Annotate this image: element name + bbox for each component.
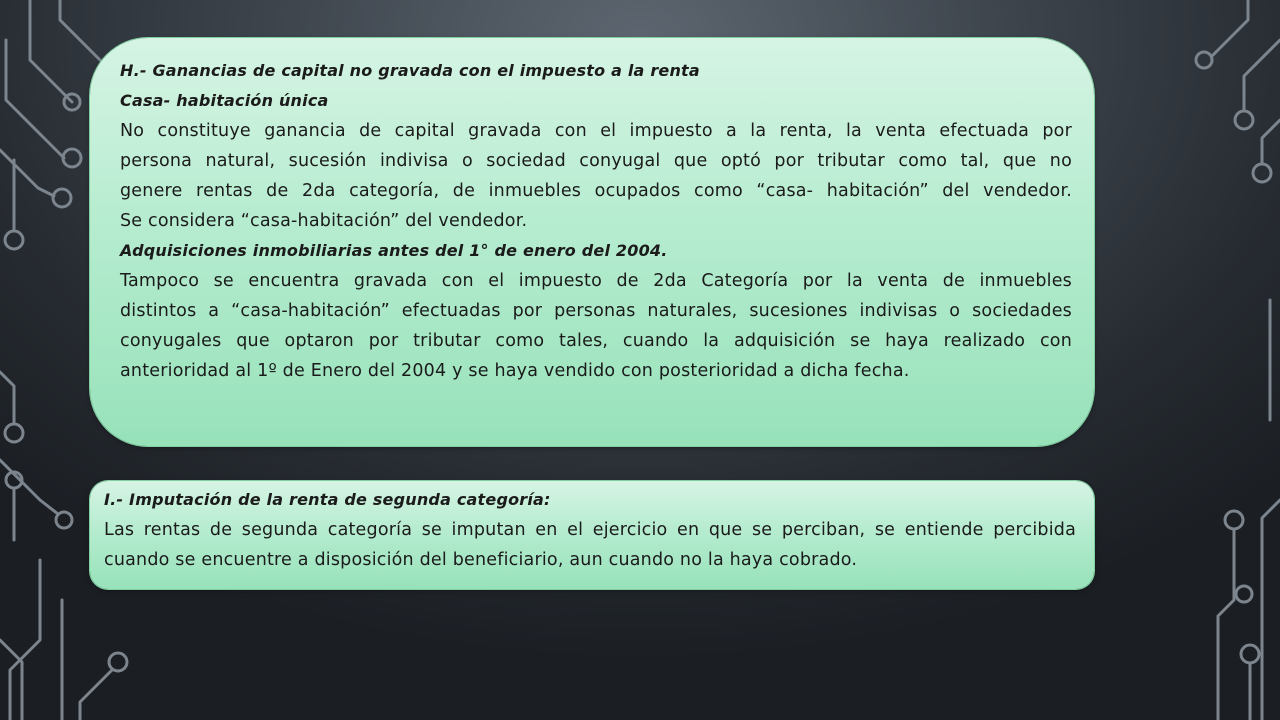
paragraph-line: genere rentas de 2da categoría, de inmuebles ocupados como “casa- habitación” del vendedor.: [120, 181, 1072, 201]
circuit-node: [1196, 52, 1212, 68]
circuit-node: [1225, 511, 1243, 529]
circuit-trace: [1262, 500, 1280, 720]
circuit-node: [56, 512, 72, 528]
circuit-trace: [30, 0, 72, 102]
section-h-subtitle-1: Casa- habitación única: [120, 91, 329, 110]
paragraph-line: anterioridad al 1º de Enero del 2004 y se haya vendido con posterioridad a dicha fecha.: [120, 361, 910, 381]
paragraph-line: Tampoco se encuentra gravada con el impuesto de 2da Categoría por la venta de inmuebles: [120, 271, 1072, 291]
paragraph-line: persona natural, sucesión indivisa o sociedad conyugal que optó por tributar como tal, que no: [120, 151, 1072, 171]
circuit-node: [5, 424, 23, 442]
paragraph-line: distintos a “casa-habitación” efectuadas por personas naturales, sucesiones indivisas o sociedades: [120, 301, 1072, 321]
circuit-trace: [6, 40, 64, 158]
circuit-trace: [10, 560, 40, 720]
circuit-trace: [1212, 0, 1248, 56]
circuit-trace: [80, 670, 112, 720]
circuit-trace: [0, 372, 14, 424]
section-h-box: [90, 38, 1094, 446]
paragraph-line: cuando se encuentre a disposición del beneficiario, aun cuando no la haya cobrado.: [104, 550, 858, 570]
circuit-node: [1236, 586, 1252, 602]
circuit-node: [53, 189, 71, 207]
circuit-trace: [0, 150, 54, 196]
section-h-subtitle-2: Adquisiciones inmobiliarias antes del 1° de enero del 2004.: [120, 241, 668, 260]
circuit-trace: [1262, 120, 1280, 164]
circuit-node: [1253, 164, 1271, 182]
circuit-node: [5, 231, 23, 249]
section-i-box: [90, 481, 1094, 589]
circuit-node: [109, 653, 127, 671]
section-i-title: I.- Imputación de la renta de segunda categoría:: [104, 490, 551, 509]
circuit-trace: [1244, 40, 1280, 110]
paragraph-line: No constituye ganancia de capital gravada con el impuesto a la renta, la venta efectuada por: [120, 121, 1072, 141]
paragraph-line: conyugales que optaron por tributar como tales, cuando la adquisición se haya realizado con: [120, 331, 1072, 351]
section-h-title: H.- Ganancias de capital no gravada con el impuesto a la renta: [120, 61, 700, 80]
circuit-trace: [1218, 530, 1234, 720]
circuit-node: [1241, 645, 1259, 663]
circuit-node: [1235, 111, 1253, 129]
paragraph-line: Se considera “casa-habitación” del vendedor.: [120, 211, 528, 231]
paragraph-line: Las rentas de segunda categoría se imputan en el ejercicio en que se perciban, se entiende percibida: [104, 520, 1076, 540]
circuit-node: [63, 149, 81, 167]
